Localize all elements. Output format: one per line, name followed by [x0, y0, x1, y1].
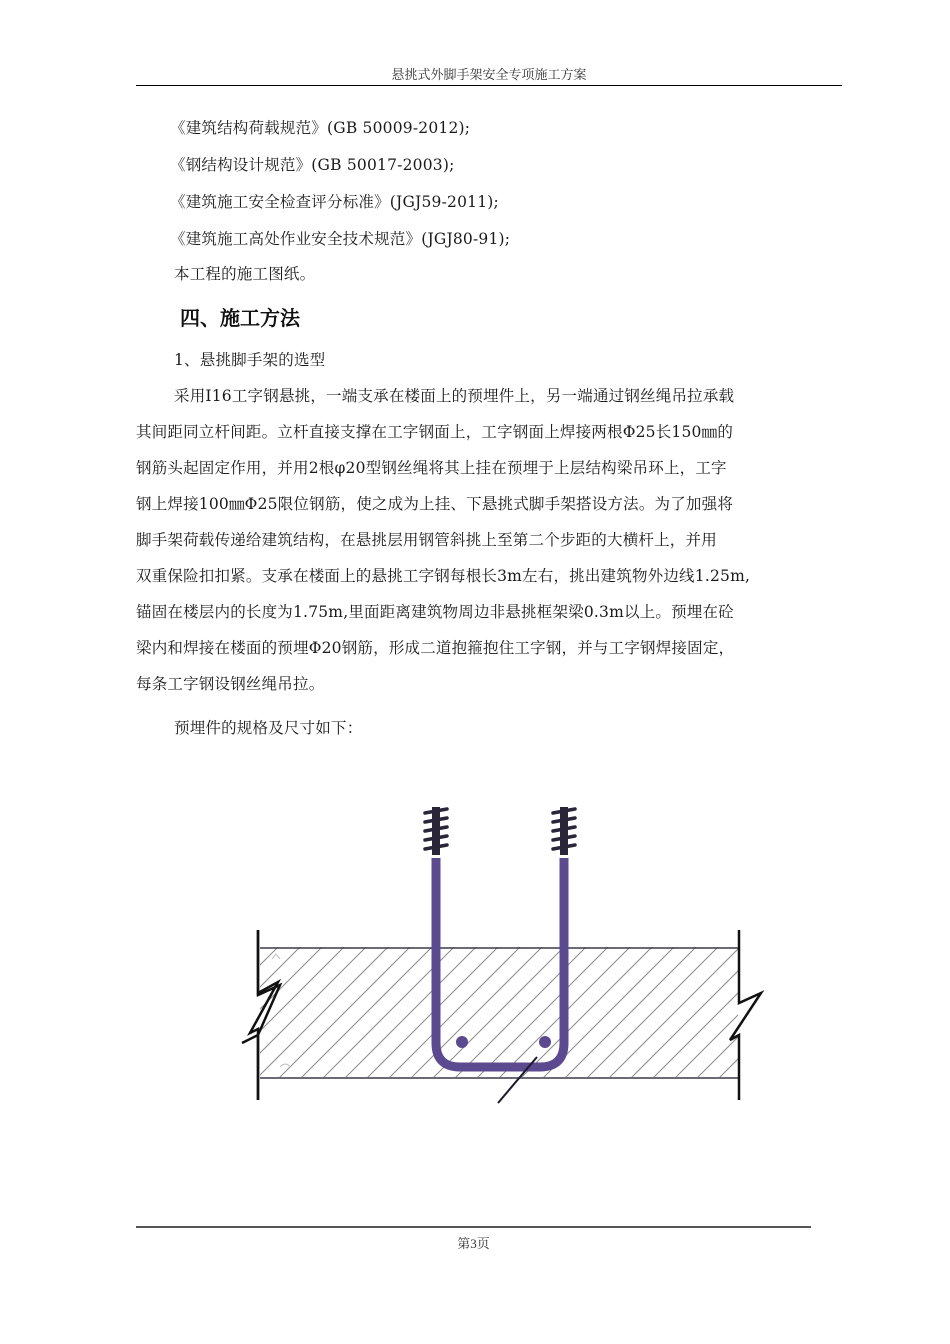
reference-item: 《建筑施工高处作业安全技术规范》(JGJ80-91); — [170, 230, 511, 248]
drawings-note: 本工程的施工图纸。 — [174, 265, 316, 283]
paragraph-line: 双重保险扣扣紧。支承在楼面上的悬挑工字钢每根长3m左右，挑出建筑物外边线1.25m, — [136, 567, 751, 585]
reference-item: 《建筑结构荷载规范》(GB 50009-2012); — [170, 119, 471, 137]
reference-item: 《钢结构设计规范》(GB 50017-2003); — [170, 156, 455, 174]
paragraph-line: 采用I16工字钢悬挑，一端支承在楼面上的预埋件上，另一端通过钢丝绳吊拉承载 — [174, 387, 735, 405]
paragraph-line: 梁内和焊接在楼面的预埋Φ20钢筋，形成二道抱箍抱住工字钢，并与工字钢焊接固定， — [136, 639, 735, 657]
page-number: 第3页 — [457, 1236, 490, 1251]
rebar-dot-right — [539, 1036, 551, 1048]
paragraph-line: 其间距同立杆间距。立杆直接支撑在工字钢面上，工字钢面上焊接两根Φ25长150㎜的 — [136, 423, 734, 441]
paragraph-line: 每条工字钢设钢丝绳吊拉。 — [136, 675, 325, 693]
paragraph-line: 脚手架荷载传递给建筑结构，在悬挑层用钢管斜挑上至第二个步距的大横杆上，并用 — [136, 531, 717, 549]
header-divider — [136, 85, 842, 86]
embedded-anchor-diagram — [240, 795, 780, 1110]
reference-item: 《建筑施工安全检查评分标准》(JGJ59-2011); — [170, 193, 499, 211]
thread-left — [425, 807, 447, 855]
section-heading: 四、施工方法 — [180, 306, 300, 330]
page-header-title: 悬挑式外脚手架安全专项施工方案 — [391, 67, 587, 82]
rebar-dot-left — [456, 1036, 468, 1048]
embedded-parts-intro: 预埋件的规格及尺寸如下： — [174, 719, 363, 737]
right-break-line — [730, 930, 761, 1100]
subsection-heading: 1、悬挑脚手架的选型 — [174, 351, 326, 369]
paragraph-line: 钢上焊接100㎜Φ25限位钢筋，使之成为上挂、下悬挑式脚手架搭设方法。为了加强将 — [136, 495, 734, 513]
paragraph-line: 钢筋头起固定作用，并用2根φ20型钢丝绳将其上挂在预埋于上层结构梁吊环上，工字 — [136, 459, 727, 477]
thread-right — [553, 807, 575, 855]
u-rebar — [436, 858, 564, 1067]
paragraph-line: 锚固在楼层内的长度为1.75m,里面距离建筑物周边非悬挑框架梁0.3m以上。预埋在砼 — [136, 603, 734, 621]
footer-divider — [136, 1226, 811, 1228]
